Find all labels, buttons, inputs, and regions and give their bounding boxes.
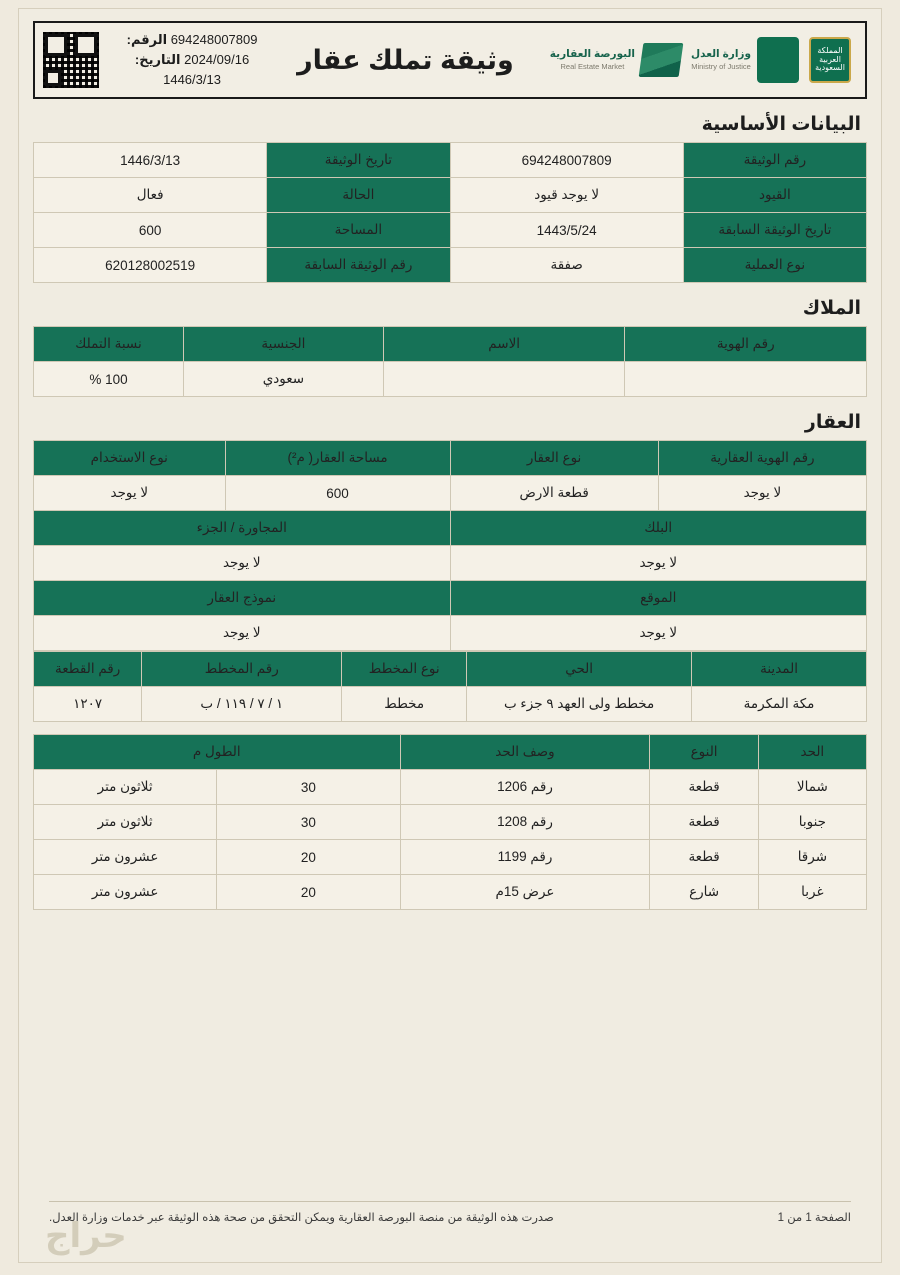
emblem-logo <box>809 37 851 83</box>
document-content <box>19 113 881 910</box>
property-realestate-id: لا يوجد <box>658 476 866 511</box>
table-row <box>34 687 867 722</box>
basic-label-3: القيود <box>683 178 866 213</box>
document-footer <box>19 1201 881 1224</box>
property-location-value: لا يوجد <box>450 616 867 651</box>
footer-line <box>49 1201 851 1224</box>
market-stack-icon <box>639 43 684 77</box>
watermark: حراج <box>45 1217 127 1255</box>
border-desc-3: رقم 1199 <box>400 840 650 875</box>
table-row <box>34 213 867 248</box>
owners-header-name: الاسم <box>383 327 625 362</box>
table-header-row <box>34 441 867 476</box>
borders-header-side: الحد <box>758 735 866 770</box>
plan-table <box>33 651 867 722</box>
basic-label-8: رقم الوثيقة السابقة <box>267 248 450 283</box>
basic-data-table <box>33 142 867 283</box>
owners-header-share: نسبة التملك <box>34 327 184 362</box>
border-len-text-1: ثلاثون متر <box>34 770 217 805</box>
border-len-text-4: عشرون متر <box>34 875 217 910</box>
table-row <box>34 476 867 511</box>
property-neighbor-value: لا يوجد <box>34 546 451 581</box>
plan-district: مخطط ولى العهد ٩ جزء ب <box>467 687 692 722</box>
plan-number: ١ / ٧ / ١١٩ / ب <box>142 687 342 722</box>
doc-number-row <box>115 30 269 50</box>
plan-header-district: الحي <box>467 652 692 687</box>
market-logo-text <box>550 48 635 72</box>
owners-header-id: رقم الهوية <box>625 327 867 362</box>
border-type-1: قطعة <box>650 770 758 805</box>
footer-page-number: الصفحة 1 من 1 <box>777 1212 851 1224</box>
basic-value-3: لا يوجد قيود <box>450 178 683 213</box>
owner-id <box>625 362 867 397</box>
property-usage: لا يوجد <box>34 476 226 511</box>
document-sheet <box>18 8 882 1263</box>
plan-header-city: المدينة <box>692 652 867 687</box>
border-len-text-2: ثلاثون متر <box>34 805 217 840</box>
footer-note: صدرت هذه الوثيقة من منصة البورصة العقارية ويمكن التحقق من صحة هذه الوثيقة عبر خدمات وزارة العدل. <box>49 1212 554 1224</box>
plan-city: مكة المكرمة <box>692 687 867 722</box>
basic-value-8: 620128002519 <box>34 248 267 283</box>
border-type-3: قطعة <box>650 840 758 875</box>
table-header-row <box>34 511 867 546</box>
border-len-num-2: 30 <box>217 805 400 840</box>
table-row <box>34 770 867 805</box>
plan-type: مخطط <box>342 687 467 722</box>
basic-label-7: نوع العملية <box>683 248 866 283</box>
doc-date-hijri: 1446/3/13 <box>163 72 221 88</box>
property-header-usage: نوع الاستخدام <box>34 441 226 476</box>
property-table <box>33 440 867 651</box>
border-side-2: جنوبا <box>758 805 866 840</box>
plan-header-plan-number: رقم المخطط <box>142 652 342 687</box>
market-name-ar: البورصة العقارية <box>549 47 636 60</box>
borders-header-desc: وصف الحد <box>400 735 650 770</box>
border-len-num-1: 30 <box>217 770 400 805</box>
table-header-row <box>34 735 867 770</box>
basic-label-6: المساحة <box>267 213 450 248</box>
basic-value-6: 600 <box>34 213 267 248</box>
border-len-num-4: 20 <box>217 875 400 910</box>
border-desc-2: رقم 1208 <box>400 805 650 840</box>
property-header-area: مساحة العقار( م²) <box>225 441 450 476</box>
section-title-owners: الملاك <box>802 298 861 319</box>
borders-header-type: النوع <box>650 735 758 770</box>
market-name-en: Real Estate Market <box>560 61 625 71</box>
ministry-name-en: Ministry of Justice <box>691 61 751 71</box>
table-header-row <box>34 327 867 362</box>
doc-date-label: التاريخ: <box>134 51 181 67</box>
table-row <box>34 875 867 910</box>
border-side-3: شرقا <box>758 840 866 875</box>
border-desc-4: عرض 15م <box>400 875 650 910</box>
plan-header-plan-type: نوع المخطط <box>342 652 467 687</box>
basic-label-1: رقم الوثيقة <box>683 143 866 178</box>
basic-value-7: صفقة <box>450 248 683 283</box>
property-block-value: لا يوجد <box>450 546 867 581</box>
plan-header-parcel-number: رقم القطعة <box>34 652 142 687</box>
doc-number-value: 694248007809 <box>170 31 258 47</box>
basic-label-5: تاريخ الوثيقة السابقة <box>683 213 866 248</box>
doc-number-label: الرقم: <box>126 31 168 47</box>
border-type-4: شارع <box>650 875 758 910</box>
section-title-basic: البيانات الأساسية <box>701 114 861 135</box>
table-header-row <box>34 652 867 687</box>
section-title-property: العقار <box>804 412 861 433</box>
table-row <box>34 546 867 581</box>
emblem-label: المملكة العربية السعودية <box>815 45 845 73</box>
basic-value-1: 694248007809 <box>450 143 683 178</box>
saudi-emblem-icon <box>809 37 851 83</box>
property-area: 600 <box>225 476 450 511</box>
property-header-model: نموذج العقار <box>34 581 451 616</box>
border-side-4: غربا <box>758 875 866 910</box>
property-header-realestate-id: رقم الهوية العقارية <box>658 441 866 476</box>
table-header-row <box>34 581 867 616</box>
header-meta <box>115 30 279 90</box>
page-title: وثيقة تملك عقار <box>297 44 514 75</box>
table-row <box>34 362 867 397</box>
property-header-block: البلك <box>450 511 867 546</box>
plan-parcel-number: ١٢٠٧ <box>34 687 142 722</box>
ministry-logo-text <box>691 48 751 72</box>
property-header-type: نوع العقار <box>450 441 658 476</box>
basic-value-2: 1446/3/13 <box>34 143 267 178</box>
table-row <box>34 805 867 840</box>
borders-header-length: الطول م <box>34 735 401 770</box>
table-row <box>34 616 867 651</box>
border-side-1: شمالا <box>758 770 866 805</box>
border-len-num-3: 20 <box>217 840 400 875</box>
ministry-emblem-icon <box>757 37 799 83</box>
ministry-name-ar: وزارة العدل <box>691 47 751 60</box>
doc-date-gregorian: 2024/09/16 <box>184 51 250 67</box>
table-row <box>34 840 867 875</box>
table-row <box>34 178 867 213</box>
owners-header-nationality: الجنسية <box>183 327 383 362</box>
property-header-location: الموقع <box>450 581 867 616</box>
basic-value-5: 1443/5/24 <box>450 213 683 248</box>
document-header <box>33 21 867 99</box>
border-type-2: قطعة <box>650 805 758 840</box>
table-row <box>34 143 867 178</box>
qr-code-icon[interactable] <box>43 32 99 88</box>
borders-table <box>33 734 867 910</box>
owners-table <box>33 326 867 397</box>
real-estate-market-logo <box>550 43 681 77</box>
table-row <box>34 248 867 283</box>
property-header-neighbor: المجاورة / الجزء <box>34 511 451 546</box>
property-type: قطعة الارض <box>450 476 658 511</box>
property-model-value: لا يوجد <box>34 616 451 651</box>
doc-date-row <box>115 50 269 70</box>
owner-name <box>383 362 625 397</box>
basic-label-4: الحالة <box>267 178 450 213</box>
owner-nationality: سعودي <box>183 362 383 397</box>
owner-share: 100 % <box>34 362 184 397</box>
basic-label-2: تاريخ الوثيقة <box>267 143 450 178</box>
border-len-text-3: عشرون متر <box>34 840 217 875</box>
basic-value-4: فعال <box>34 178 267 213</box>
header-logos <box>536 37 865 83</box>
border-desc-1: رقم 1206 <box>400 770 650 805</box>
ministry-logo <box>691 37 799 83</box>
